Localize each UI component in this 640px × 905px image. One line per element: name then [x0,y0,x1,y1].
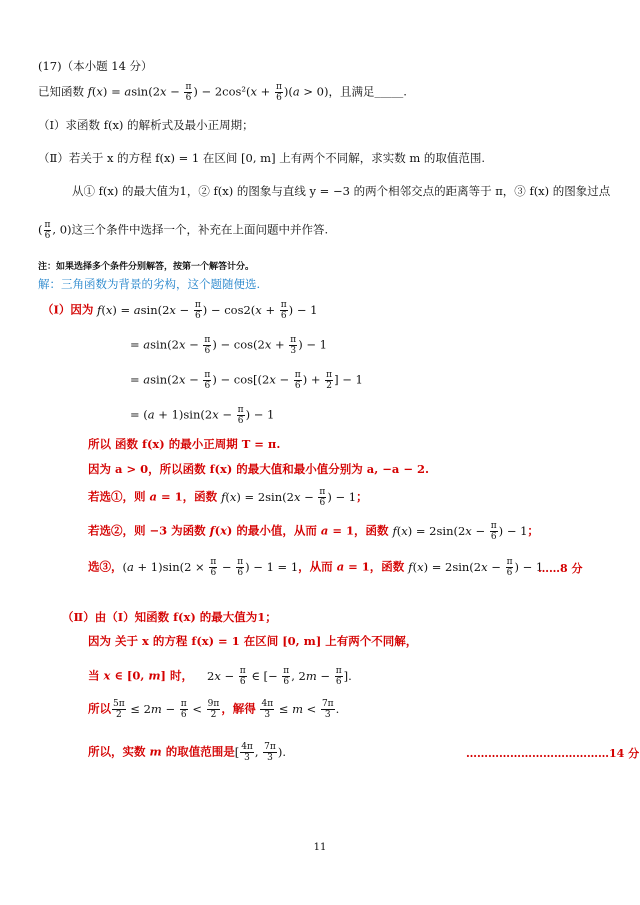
derivation-step-3: = (a + 1)sin(2x − $\frac{\pi}{6}$ ) − 1 [130,405,275,426]
solution-part1-intro: （Ⅰ）因为 f(x) = asin(2x − $\frac{\pi}{6}$ ) − cos2(x + $\frac{\pi}{6}$ ) − 1 [42,300,318,321]
problem-part2: （Ⅱ）若关于 x 的方程 f(x) = 1 在区间 [0, m] 上有两个不同解，求实数 m 的取值范围. [38,151,486,165]
problem-header: (17)（本小题 14 分） [38,59,153,73]
solution-period: 所以 函数 f(x) 的最小正周期 T = π. [88,437,281,451]
solution-max-min: 因为 a > 0，所以函数 f(x) 的最大值和最小值分别为 a, −a − 2. [88,462,429,476]
page-number: 11 [313,842,327,853]
solution-choice-1: 若选①，则 a = 1，函数 f(x) = 2sin(2x − $\frac{\pi}{6}$ ) − 1； [88,487,368,508]
score-8: ……8 分 [538,562,583,575]
problem-given: 已知函数 f(x) = asin(2x − $\frac{\pi}{6}$ ) − 2cos²(x + $\frac{\pi}{6}$ )(a > 0)，且满足_____. [38,82,407,103]
solution-part2-intro: （Ⅱ）由（Ⅰ）知函数 f(x) 的最大值为1； [62,610,277,624]
derivation-step-2: = asin(2x − $\frac{\pi}{6}$ ) − cos[(2x − $\frac{\pi}{6}$ ) + $\frac{\pi}{2}$ ] − 1 [130,370,363,391]
score-14: …………………………………14 分 [466,747,640,760]
solution-comment: 解：三角函数为背景的劣构，这个题随便选. [38,277,261,291]
problem-note: 注：如果选择多个条件分别解答，按第一个解答计分。 [38,262,255,272]
problem-conditions: 从① f(x) 的最大值为1，② f(x) 的图象与直线 y = −3 的两个相邻交点的距离等于 π，③ f(x) 的图象过点 [72,184,611,198]
problem-part1: （Ⅰ）求函数 f(x) 的解析式及最小正周期； [38,118,254,132]
solution-part2-when: 当 x ∈ [0, m] 时， 2x − $\frac{\pi}{6}$ ∈ [− $\frac{\pi}{6}$ , 2m − $\frac{\pi}{6}$ ]. [88,666,352,687]
problem-conditions-end: ( $\frac{\pi}{6}$ , 0)这三个条件中选择一个，补充在上面问题中并作答. [38,220,329,241]
solution-part2-final: 所以，实数 m 的取值范围是[ $\frac{4\pi}{3}$ , $\frac{7\pi}{3}$ ). [88,742,286,763]
solution-part2-so: 所以 $\frac{5\pi}{2}$ ≤ 2m − $\frac{\pi}{6}$ < $\frac{9\pi}{2}$ ，解得 $\frac{4\pi}{3}$ ≤ m < $\frac{7\pi}{3}$ . [88,699,340,720]
solution-choice-3: 选③，(a + 1)sin(2 × $\frac{\pi}{6}$ − $\frac{\pi}{6}$ ) − 1 = 1，从而 a = 1，函数 f(x) = 2sin(2x − $\frac{\pi}{6}$ ) − 1 [88,557,544,578]
solution-part2-line2: 因为 关于 x 的方程 f(x) = 1 在区间 [0, m] 上有两个不同解， [88,634,418,648]
solution-choice-2: 若选②，则 −3 为函数 f(x) 的最小值，从而 a = 1，函数 f(x) = 2sin(2x − $\frac{\pi}{6}$ ) − 1； [88,521,539,542]
derivation-step-1: = asin(2x − $\frac{\pi}{6}$ ) − cos(2x + $\frac{\pi}{3}$ ) − 1 [130,335,327,356]
